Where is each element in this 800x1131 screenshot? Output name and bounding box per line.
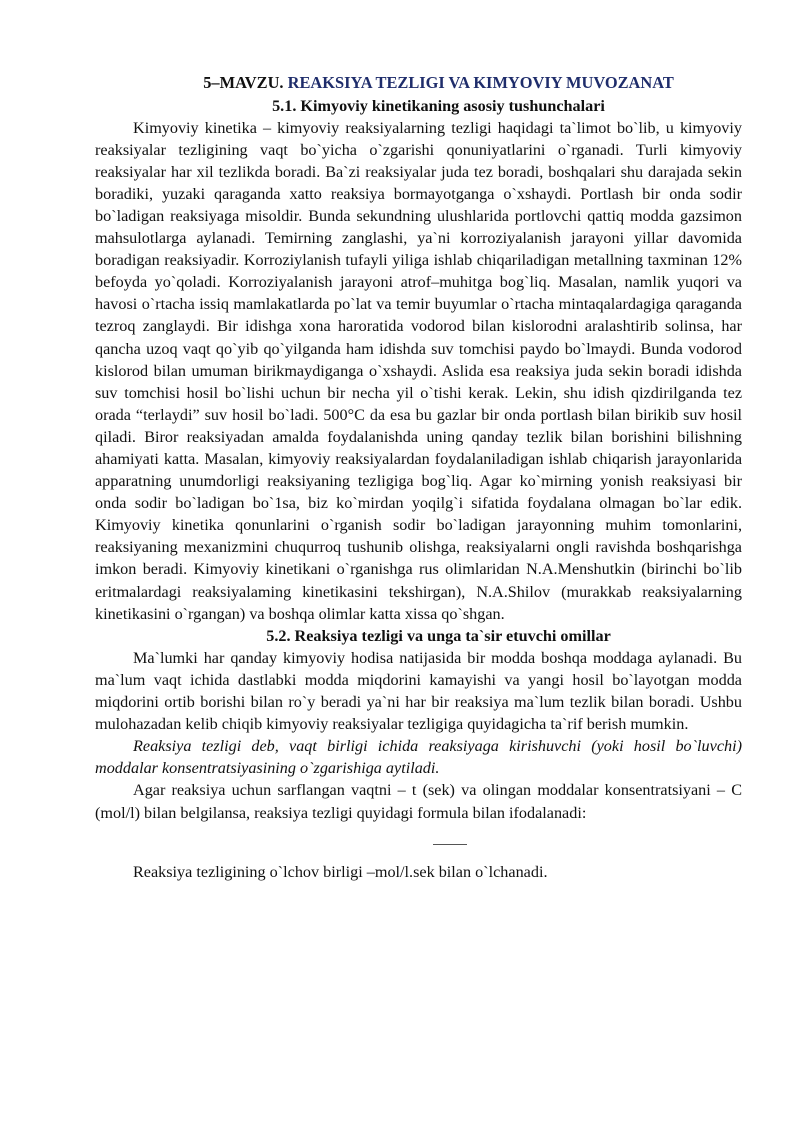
section-2-paragraph-3: Agar reaksiya uchun sarflangan vaqtni – t (sek) va olingan moddalar konsentratsiyani – C (mol/l) bilan belgilansa, reaksiya tezligi quyidagi formula bilan ifodalanadi: [95,781,742,822]
topic-title [95,72,742,95]
formula-fraction-line [433,844,467,845]
definition-paragraph: Reaksiya tezligi deb, vaqt birligi ichida reaksiyaga kirishuvchi (yoki hosil bo`luvchi) moddalar konsentratsiyasining o`zgarishiga aytiladi. [95,737,742,778]
topic-title-text: REAKSIYA TEZLIGI VA KIMYOVIY MUVOZANAT [287,73,674,92]
section-2-paragraph-1: Ma`lumki har qanday kimyoviy hodisa natijasida bir modda boshqa moddaga aylanadi. Bu ma`lum vaqt ichida dastlabki modda miqdorini kamayishi va yangi hosil bo`layotgan modda miqdorini ortib borishi bilan ro`y beradi ya`ni har bir reaksiya ma`lum tezlik bilan boradi. Ushbu mulohazadan kelib chiqib kimyoviy reaksiyalar tezligiga quyidagicha ta`rif berish mumkin. [95,648,742,734]
document-page [95,72,742,883]
topic-prefix: 5–MAVZU. [203,73,288,92]
section-heading-1: 5.1. Kimyoviy kinetikaning asosiy tushunchalari [272,96,605,115]
units-paragraph: Reaksiya tezligining o`lchov birligi –mol/l.sek bilan o`lchanadi. [133,862,548,881]
section-1-paragraph: Kimyoviy kinetika – kimyoviy reaksiyalarning tezligi haqidagi ta`limot bo`lib, u kimyoviy reaksiyalar tezligining vaqt bo`yicha o`zgarishi qonuniyatlarini o`rganadi. Turli kimyoviy reaksiyalar har xil tezlikda boradi. Ba`zi reaksiyalar juda tez boradi, boshqalari shu darajada sekin boradiki, yuzaki qaraganda xatto reaksiya bormayotganga o`xshaydi. Portlash bir onda sodir bo`ladigan reaksiyaga misoldir. Bunda sekundning ulushlarida portlovchi qattiq modda gazsimon mahsulotlarga aylanadi. Temirning zanglashi, ya`ni korroziyalanish jarayoni yillar davomida boradigan reaksiyadir. Korroziylanish tufayli yiliga ishlab chiqariladigan metallning taxminan 12% befoyda yo`qoladi. Korroziyalanish jarayoni atrof–muhitga bog`liq. Masalan, namlik yuqori va havosi o`rtacha issiq mamlakatlarda po`lat va temir buyumlar o`rtacha mintaqalardagiga qaraganda tezroq zanglaydi. Bir idishga xona haroratida vodorod bilan kislorodni aralashtirib solinsa, har qancha uzoq vaqt qo`yib qo`yilganda ham idishda suv tomchisi paydo bo`lmaydi. Bunda vodorod kislorod bilan umuman birikmaydiganga o`xshaydi. Aslida esa reaksiya juda sekin boradi idishda suv tomchisi hosil bo`lishi uchun bir necha yil o`tishi kerak. Lekin, shu idish qizdirilganda tez orada “terlaydi” suv hosil bo`ladi. 500°C da esa bu gazlar bir onda portlash bilan birikib suv hosil qiladi. Biror reaksiyadan amalda foydalanishda uning qanday tezlik bilan borishini bilishning ahamiyati katta. Masalan, kimyoviy reaksiyalardan foydalaniladigan ishlab chiqarish jarayonlarida apparatning unumdorligi reaksiyaning tezligiga bog`liq. Agar ko`mirning yonish reaksiyasi bir onda sodir bo`ladigan bo`1sa, biz ko`mirdan yoqilg`i sifatida foydalana olmagan bo`lar edik. Kimyoviy kinetika qonunlarini o`rganish sodir bo`ladigan jarayonning muhim tomonlarini, reaksiyaning mexanizmini chuqurroq tushunib olishga, reaksiyalarni ongli ravishda boshqarishga imkon beradi. Kimyoviy kinetikani o`rganishga rus olimlaridan N.A.Menshutkin (birinchi bo`lib eritmalardagi reaksiyalaming kinetikasini tekshirgan), N.A.Shilov (murakkab reaksiyalarning kinetikasini o`rgangan) va boshqa olimlar katta xissa qo`shgan. [95,118,742,623]
section-heading-2: 5.2. Reaksiya tezligi va unga ta`sir etuvchi omillar [266,626,611,645]
